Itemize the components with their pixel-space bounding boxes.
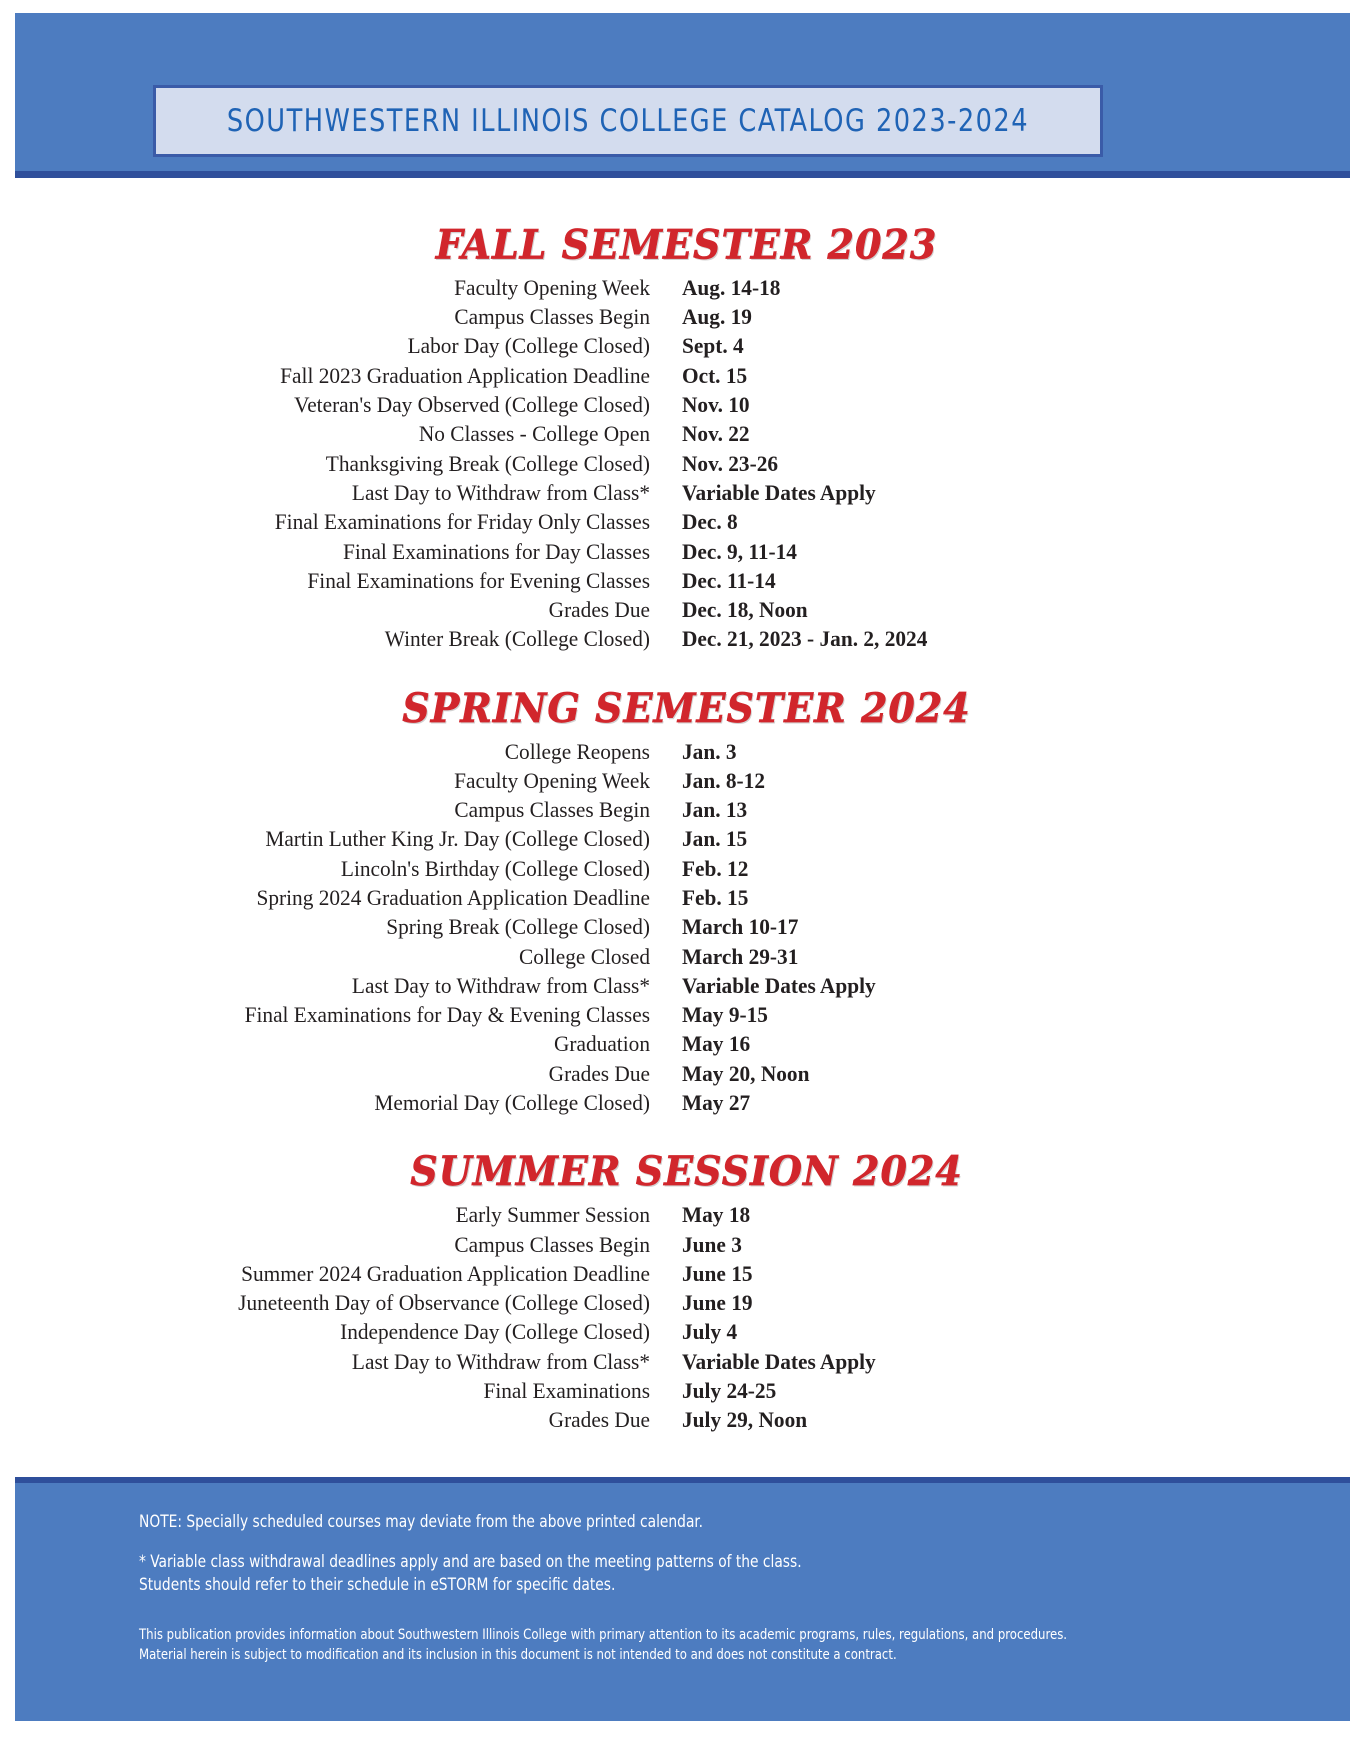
- event-date: Nov. 23-26: [682, 450, 779, 476]
- calendar-row: [0, 1059, 1363, 1088]
- event-label: Final Examinations for Evening Classes: [307, 567, 650, 593]
- event-label: College Closed: [519, 943, 650, 969]
- event-label: Spring 2024 Graduation Application Deadline: [256, 885, 650, 910]
- calendar-row: [0, 883, 1363, 912]
- event-label: Last Day to Withdraw from Class*: [351, 479, 650, 505]
- calendar-row: [0, 1029, 1363, 1058]
- event-label: Spring Break (College Closed): [386, 914, 650, 940]
- calendar-rows-spring: [0, 737, 1363, 1118]
- event-date: Feb. 12: [682, 855, 749, 881]
- footer-asterisk-line-2: Students should refer to their schedule in eSTORM for specific dates.: [139, 1574, 616, 1594]
- calendar-row: [0, 1288, 1363, 1317]
- calendar-row: [0, 478, 1363, 507]
- footer-disclaimer-line-2: Material herein is subject to modification and its inclusion in this document is not intended to and does not constitute a contract.: [139, 1646, 897, 1663]
- event-date: Aug. 14-18: [682, 274, 781, 300]
- calendar-row: [0, 912, 1363, 941]
- calendar-row: [0, 361, 1363, 390]
- event-label: Early Summer Session: [455, 1202, 650, 1228]
- calendar-row: [0, 1200, 1363, 1229]
- event-label: Independence Day (College Closed): [340, 1319, 650, 1345]
- event-date: March 10-17: [682, 914, 799, 940]
- event-date: Variable Dates Apply: [682, 479, 876, 505]
- calendar-row: [0, 854, 1363, 883]
- event-label: Final Examinations for Day & Evening Classes: [244, 1002, 650, 1028]
- event-date: Nov. 22: [682, 421, 750, 447]
- event-label: Thanksgiving Break (College Closed): [325, 450, 650, 476]
- event-date: May 18: [682, 1202, 751, 1228]
- calendar-row: [0, 1376, 1363, 1405]
- event-label: Juneteenth Day of Observance (College Closed): [238, 1290, 650, 1316]
- header-banner: [15, 13, 1350, 171]
- calendar-row: [0, 331, 1363, 360]
- event-date: Sept. 4: [682, 333, 744, 359]
- event-date: Dec. 18, Noon: [682, 597, 808, 623]
- event-date: July 24-25: [682, 1377, 777, 1403]
- event-label: Campus Classes Begin: [454, 1231, 650, 1257]
- catalog-title-box: [153, 85, 1103, 157]
- calendar-row: [0, 419, 1363, 448]
- calendar-row: [0, 449, 1363, 478]
- event-label: Grades Due: [548, 1407, 650, 1433]
- event-label: Final Examinations: [483, 1377, 650, 1403]
- event-date: Jan. 3: [682, 738, 737, 764]
- event-label: Campus Classes Begin: [454, 304, 650, 330]
- calendar-row: [0, 537, 1363, 566]
- event-label: Faculty Opening Week: [454, 274, 650, 300]
- event-date: Jan. 13: [682, 797, 748, 823]
- calendar-row: [0, 1405, 1363, 1434]
- calendar-row: [0, 507, 1363, 536]
- section-heading-fall: FALL SEMESTER 2023: [435, 220, 938, 269]
- section-fall-semester: [0, 196, 1363, 654]
- calendar-row: [0, 595, 1363, 624]
- event-label: Final Examinations for Day Classes: [342, 538, 650, 564]
- event-date: June 19: [682, 1290, 753, 1316]
- event-date: Nov. 10: [682, 392, 750, 418]
- event-label: Last Day to Withdraw from Class*: [351, 1348, 650, 1374]
- calendar-row: [0, 1259, 1363, 1288]
- event-label: Veteran's Day Observed (College Closed): [294, 392, 650, 418]
- calendar-row: [0, 1088, 1363, 1117]
- calendar-row: [0, 737, 1363, 766]
- event-label: No Classes - College Open: [418, 421, 650, 447]
- event-label: Graduation: [554, 1031, 650, 1057]
- event-label: Fall 2023 Graduation Application Deadline: [280, 362, 650, 388]
- footer-banner: [15, 1483, 1350, 1721]
- event-label: Martin Luther King Jr. Day (College Closed): [265, 826, 650, 852]
- section-heading-spring: SPRING SEMESTER 2024: [402, 683, 971, 732]
- event-date: Dec. 8: [682, 509, 738, 535]
- event-label: Last Day to Withdraw from Class*: [351, 972, 650, 998]
- calendar-row: [0, 624, 1363, 653]
- event-label: Labor Day (College Closed): [407, 333, 650, 359]
- section-summer-session: [0, 1139, 1363, 1434]
- event-label: Summer 2024 Graduation Application Deadline: [241, 1260, 651, 1286]
- event-date: May 16: [682, 1031, 751, 1057]
- event-date: Jan. 8-12: [682, 767, 765, 793]
- event-date: Variable Dates Apply: [682, 972, 876, 998]
- calendar-rows-fall: [0, 273, 1363, 654]
- event-date: Dec. 11-14: [682, 567, 776, 593]
- footer-disclaimer-line-1: This publication provides information about Southwestern Illinois College with primary attention to its academic programs, rules, regulations, and procedures.: [139, 1626, 1068, 1643]
- calendar-row: [0, 1230, 1363, 1259]
- calendar-row: [0, 302, 1363, 331]
- calendar-row: [0, 390, 1363, 419]
- event-date: July 4: [682, 1319, 738, 1345]
- calendar-row: [0, 971, 1363, 1000]
- section-spring-semester: [0, 676, 1363, 1118]
- section-heading-summer: SUMMER SESSION 2024: [410, 1147, 963, 1195]
- event-date: May 9-15: [682, 1002, 768, 1028]
- event-label: Memorial Day (College Closed): [374, 1090, 650, 1116]
- event-date: May 27: [682, 1090, 751, 1116]
- calendar-row: [0, 824, 1363, 853]
- calendar-row: [0, 942, 1363, 971]
- calendar-rows-summer: [0, 1200, 1363, 1434]
- calendar-row: [0, 566, 1363, 595]
- event-date: Variable Dates Apply: [682, 1348, 876, 1374]
- calendar-row: [0, 766, 1363, 795]
- calendar-row: [0, 1347, 1363, 1376]
- event-date: March 29-31: [682, 943, 799, 969]
- event-date: May 20, Noon: [682, 1060, 810, 1086]
- footer-spacer-2: [139, 1596, 1350, 1626]
- event-date: Feb. 15: [682, 885, 749, 910]
- event-label: Winter Break (College Closed): [384, 626, 650, 652]
- event-date: June 15: [682, 1260, 753, 1286]
- event-date: Dec. 9, 11-14: [682, 538, 797, 564]
- event-label: Grades Due: [548, 1060, 650, 1086]
- calendar-row: [0, 1317, 1363, 1346]
- page-title: SOUTHWESTERN ILLINOIS COLLEGE CATALOG 2023-2024: [226, 103, 1030, 139]
- event-label: Grades Due: [548, 597, 650, 623]
- event-label: Lincoln's Birthday (College Closed): [340, 855, 650, 881]
- event-date: Oct. 15: [682, 362, 748, 388]
- event-label: Campus Classes Begin: [454, 797, 650, 823]
- footer-note: NOTE: Specially scheduled courses may deviate from the above printed calendar.: [139, 1512, 704, 1531]
- footer-asterisk-line-1: * Variable class withdrawal deadlines apply and are based on the meeting patterns of the class.: [139, 1552, 802, 1572]
- calendar-row: [0, 795, 1363, 824]
- academic-calendar: [0, 196, 1363, 1435]
- event-date: Aug. 19: [682, 304, 752, 330]
- event-date: Jan. 15: [682, 826, 748, 852]
- event-date: Dec. 21, 2023 - Jan. 2, 2024: [682, 626, 928, 652]
- header-bottom-rule: [15, 171, 1350, 178]
- event-date: June 3: [682, 1231, 742, 1257]
- calendar-row: [0, 273, 1363, 302]
- footer-spacer: [139, 1533, 1350, 1551]
- event-label: Final Examinations for Friday Only Classes: [274, 509, 650, 535]
- calendar-row: [0, 1000, 1363, 1029]
- event-label: College Reopens: [504, 738, 650, 764]
- event-date: July 29, Noon: [682, 1407, 808, 1433]
- event-label: Faculty Opening Week: [454, 767, 650, 793]
